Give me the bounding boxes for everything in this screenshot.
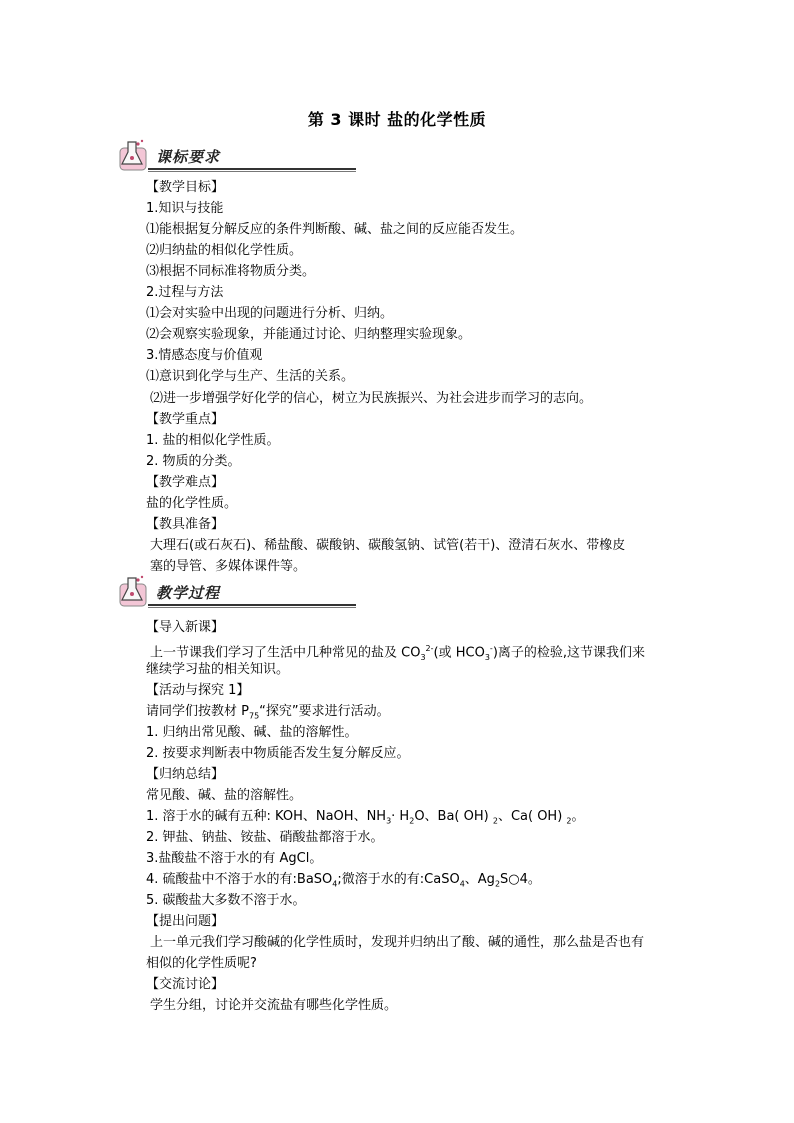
text-line: 大理石(或石灰石)、稀盐酸、碳酸钠、碳酸氢钠、试管(若干)、澄清石灰水、带橡皮 bbox=[150, 538, 626, 553]
text-line: ⑶根据不同标准将物质分类。 bbox=[146, 264, 316, 279]
list-item: 4. 硫酸盐中不溶于水的有:BaSO$_4$;微溶于水的有:CaSO$_4$、$Ag_2S○4$。 bbox=[146, 872, 541, 889]
list-item: 2. 按要求判断表中物质能否发生复分解反应。 bbox=[146, 746, 410, 761]
list-item: 1. 溶于水的碱有五种: KOH、NaOH、$NH_3\cdot H_2O$、Ba( OH) $_2$、Ca( OH) $_2$。 bbox=[146, 809, 585, 826]
section-rule bbox=[148, 604, 356, 606]
section-label: 教学过程 bbox=[156, 584, 221, 602]
section-rule bbox=[148, 168, 356, 170]
list-item: 2. 钾盐、钠盐、铵盐、硝酸盐都溶于水。 bbox=[146, 830, 384, 845]
text-line: 上一节课我们学习了生活中几种常见的盐及 $CO_3^{2-}$(或 $HCO_3^-$)离子的检验,这节课我们来 bbox=[150, 644, 646, 662]
list-item: 2. 物质的分类。 bbox=[146, 454, 241, 469]
text-line: 继续学习盐的相关知识。 bbox=[146, 662, 290, 677]
text-line: ⑴会对实验中出现的问题进行分析、归纳。 bbox=[146, 306, 394, 321]
section-rule-thin bbox=[148, 607, 356, 608]
text-line: 相似的化学性质呢? bbox=[146, 956, 257, 971]
heading-materials: 【教具准备】 bbox=[146, 517, 225, 532]
text-line: ⑵进一步增强学好化学的信心，树立为民族振兴、为社会进步而学习的志向。 bbox=[150, 391, 593, 406]
text-line: 常见酸、碱、盐的溶解性。 bbox=[146, 788, 303, 803]
list-item: 1. 归纳出常见酸、碱、盐的溶解性。 bbox=[146, 725, 358, 740]
heading-intro: 【导入新课】 bbox=[146, 620, 225, 635]
heading-question: 【提出问题】 bbox=[146, 914, 225, 929]
text-line: 请同学们按教材 $P_{75}“$探究”要求进行活动。 bbox=[146, 704, 390, 721]
text-line: 上一单元我们学习酸碱的化学性质时，发现并归纳出了酸、碱的通性，那么盐是否也有 bbox=[150, 935, 645, 950]
text-line: ⑵会观察实验现象，并能通过讨论、归纳整理实验现象。 bbox=[146, 327, 472, 342]
list-item: 1. 盐的相似化学性质。 bbox=[146, 433, 280, 448]
heading-summary: 【归纳总结】 bbox=[146, 767, 225, 782]
section-rule-thin bbox=[148, 171, 356, 172]
list-item: 3.盐酸盐不溶于水的有 AgCl。 bbox=[146, 851, 323, 866]
text-line: 塞的导管、多媒体课件等。 bbox=[150, 559, 307, 574]
text-line: ⑵归纳盐的相似化学性质。 bbox=[146, 243, 303, 258]
text-line: 2.过程与方法 bbox=[146, 285, 224, 300]
text-line: 3.情感态度与价值观 bbox=[146, 348, 263, 363]
section-header-process bbox=[118, 574, 248, 610]
heading-discussion: 【交流讨论】 bbox=[146, 977, 225, 992]
text-line: 盐的化学性质。 bbox=[146, 496, 238, 511]
page-title: 第 3 课时 盐的化学性质 bbox=[307, 110, 487, 129]
heading-activity: 【活动与探究 1】 bbox=[146, 683, 250, 698]
text-line: 1.知识与技能 bbox=[146, 201, 224, 216]
heading-difficulty: 【教学难点】 bbox=[146, 475, 225, 490]
section-header-standards bbox=[118, 138, 248, 174]
heading-key-points: 【教学重点】 bbox=[146, 412, 225, 427]
section-label: 课标要求 bbox=[156, 148, 221, 166]
heading-objectives: 【教学目标】 bbox=[146, 180, 225, 195]
text-line: ⑴意识到化学与生产、生活的关系。 bbox=[146, 369, 355, 384]
text-line: 学生分组，讨论并交流盐有哪些化学性质。 bbox=[150, 998, 398, 1013]
text-line: ⑴能根据复分解反应的条件判断酸、碱、盐之间的反应能否发生。 bbox=[146, 222, 524, 237]
list-item: 5. 碳酸盐大多数不溶于水。 bbox=[146, 893, 306, 908]
